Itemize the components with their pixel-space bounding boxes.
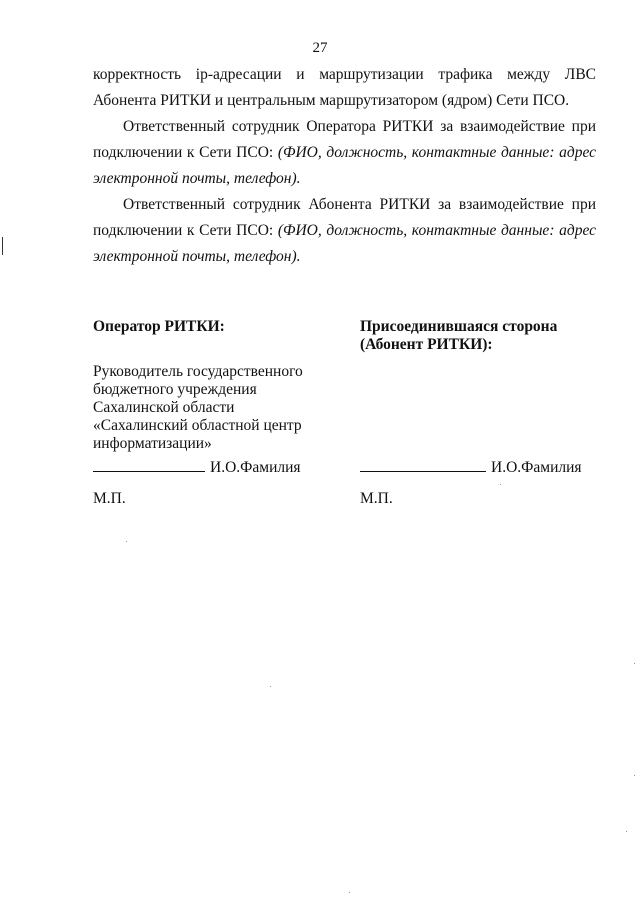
right-signature-line — [360, 458, 582, 477]
right-party-block — [360, 318, 600, 354]
paragraph-lead: Ответственный сотрудник Абонента РИТКИ за взаимодействие при подключении к Сети ПСО: — [93, 196, 596, 239]
page-number: 27 — [312, 40, 328, 56]
role-line: информатизации» — [93, 435, 212, 452]
left-stamp-mark: М.П. — [93, 490, 126, 507]
left-signature-name: И.О.Фамилия — [210, 459, 301, 476]
right-party-title-line: Присоединившаяся сторона — [360, 318, 558, 335]
scan-speck — [634, 663, 635, 664]
left-party-role — [93, 363, 333, 453]
paragraph-placeholder: (ФИО, должность, контактные данные: адрес электронной почты, телефон). — [93, 222, 596, 265]
left-party-block — [93, 318, 333, 453]
paragraph-placeholder: (ФИО, должность, контактные данные: адрес электронной почты, телефон). — [93, 144, 596, 187]
scan-edge-mark — [2, 237, 3, 255]
body-text — [93, 62, 596, 270]
paragraph-subscriber-contact — [93, 192, 596, 270]
right-signature-name: И.О.Фамилия — [491, 459, 582, 476]
scan-speck — [500, 484, 501, 485]
paragraph-lead: Ответственный сотрудник Оператора РИТКИ за взаимодействие при подключении к Сети ПСО: — [93, 118, 596, 161]
role-line: Руководитель государственного — [93, 363, 303, 380]
signature-blank — [93, 458, 205, 472]
right-stamp-mark: М.П. — [360, 490, 393, 507]
paragraph-operator-contact — [93, 114, 596, 192]
scan-speck — [626, 831, 627, 832]
right-party-title — [360, 318, 600, 354]
role-line: бюджетного учреждения — [93, 381, 257, 398]
paragraph-continuation: корректность ip-адресации и маршрутизации трафика между ЛВС Абонента РИТКИ и центральным маршрутизатором (ядром) Сети ПСО. — [93, 66, 596, 109]
right-party-title-line: (Абонент РИТКИ): — [360, 336, 493, 353]
scan-speck — [634, 775, 635, 776]
left-signature-line — [93, 458, 301, 477]
scan-speck — [349, 892, 350, 893]
signature-blank — [360, 458, 486, 472]
role-line: «Сахалинский областной центр — [93, 417, 302, 434]
role-line: Сахалинской области — [93, 399, 235, 416]
left-party-title: Оператор РИТКИ: — [93, 318, 225, 335]
scan-speck — [270, 686, 271, 687]
scan-speck — [126, 541, 127, 542]
